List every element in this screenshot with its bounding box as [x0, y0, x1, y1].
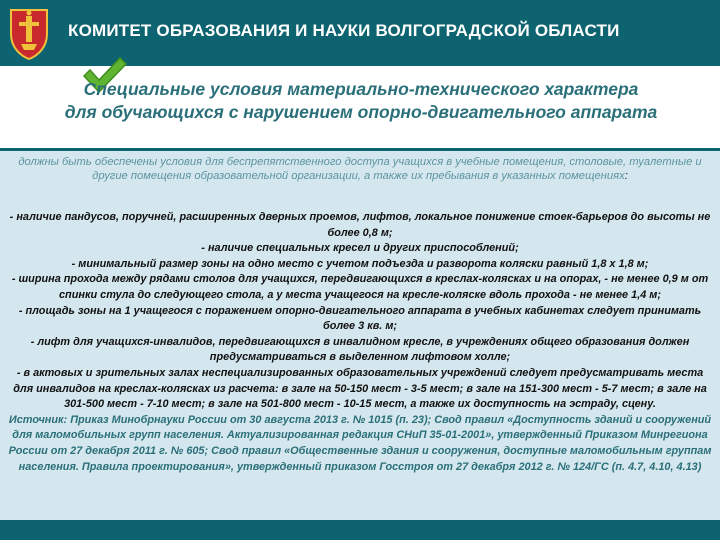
list-item: - в актовых и зрительных залах неспециализированных образовательных учреждений следует предусматривать места для инвалидов на креслах-колясках из расчета: в зале на 50-150 мест - 3-5 мест; в зале на 151-300 мест - 5-7 мест; в зале на 301-500 мест - 7-10 мест; в зале на 501-800 мест - 10-15 мест, а также их доступность на эстраду, сцену. [13, 366, 707, 411]
source-citation: Источник: Приказ Минобрнауки России от 30 августа 2013 г. № 1015 (п. 23); Свод правил «Доступность зданий и сооружений для маломобильных групп населения. Актуализированная редакция СНиП 35-01-2001», утвержденный Приказом Минрегиона России от 27 декабря 2011 г. № 605; Свод правил «Общественные здания и сооружения, доступные маломобильным группам населения. Правила проектирования», утвержденный приказом Госстроя от 27 декабря 2012 г. № 124/ГС (п. 4.7, 4.10, 4.13) [8, 413, 712, 473]
list-item: - ширина прохода между рядами столов для учащихся, передвигающихся в креслах-колясках и на опорах, - не менее 0,9 м от спинки стула до следующего стола, а у места учащегося на кресле-коляске вдоль прохода - не менее 1,4 м; [11, 273, 709, 301]
footer-bar [0, 520, 720, 540]
list-item: - лифт для учащихся-инвалидов, передвигающихся в инвалидном кресле, в учреждениях общего образования должен предусматриваться в выделенном лифтовом холле; [30, 335, 690, 364]
intro-sentence: должны быть обеспечены условия для беспрепятственного доступа учащихся в учебные помещения, столовые, туалетные и другие помещения образовательной организации, а также их пребывания в указанных помещениях [18, 156, 702, 182]
panel-divider [0, 148, 720, 151]
intro-text [8, 155, 712, 183]
list-item: - наличие специальных кресел и других приспособлений; [201, 242, 519, 255]
coat-of-arms-icon [7, 4, 51, 60]
subtitle-line-1: Специальные условия материально-технического характера [83, 79, 639, 99]
intro-colon: : [624, 170, 628, 182]
subtitle-line-2: для обучающихся с нарушением опорно-двигательного аппарата [64, 102, 658, 122]
slide-subtitle [6, 78, 716, 124]
list-item: - наличие пандусов, поручней, расширенных дверных проемов, лифтов, локальное понижение стоек-барьеров до высоты не более 0,8 м; [9, 211, 711, 239]
requirements-list [6, 210, 714, 475]
list-item: - минимальный размер зоны на одно место с учетом подъезда и разворота коляски равный 1,8 х 1,8 м; [71, 257, 649, 270]
page-title: КОМИТЕТ ОБРАЗОВАНИЯ И НАУКИ ВОЛГОГРАДСКОЙ ОБЛАСТИ [68, 21, 620, 40]
list-item: - площадь зоны на 1 учащегося с поражением опорно-двигательного аппарата в учебных кабинетах следует принимать более 3 кв. м; [18, 304, 702, 333]
